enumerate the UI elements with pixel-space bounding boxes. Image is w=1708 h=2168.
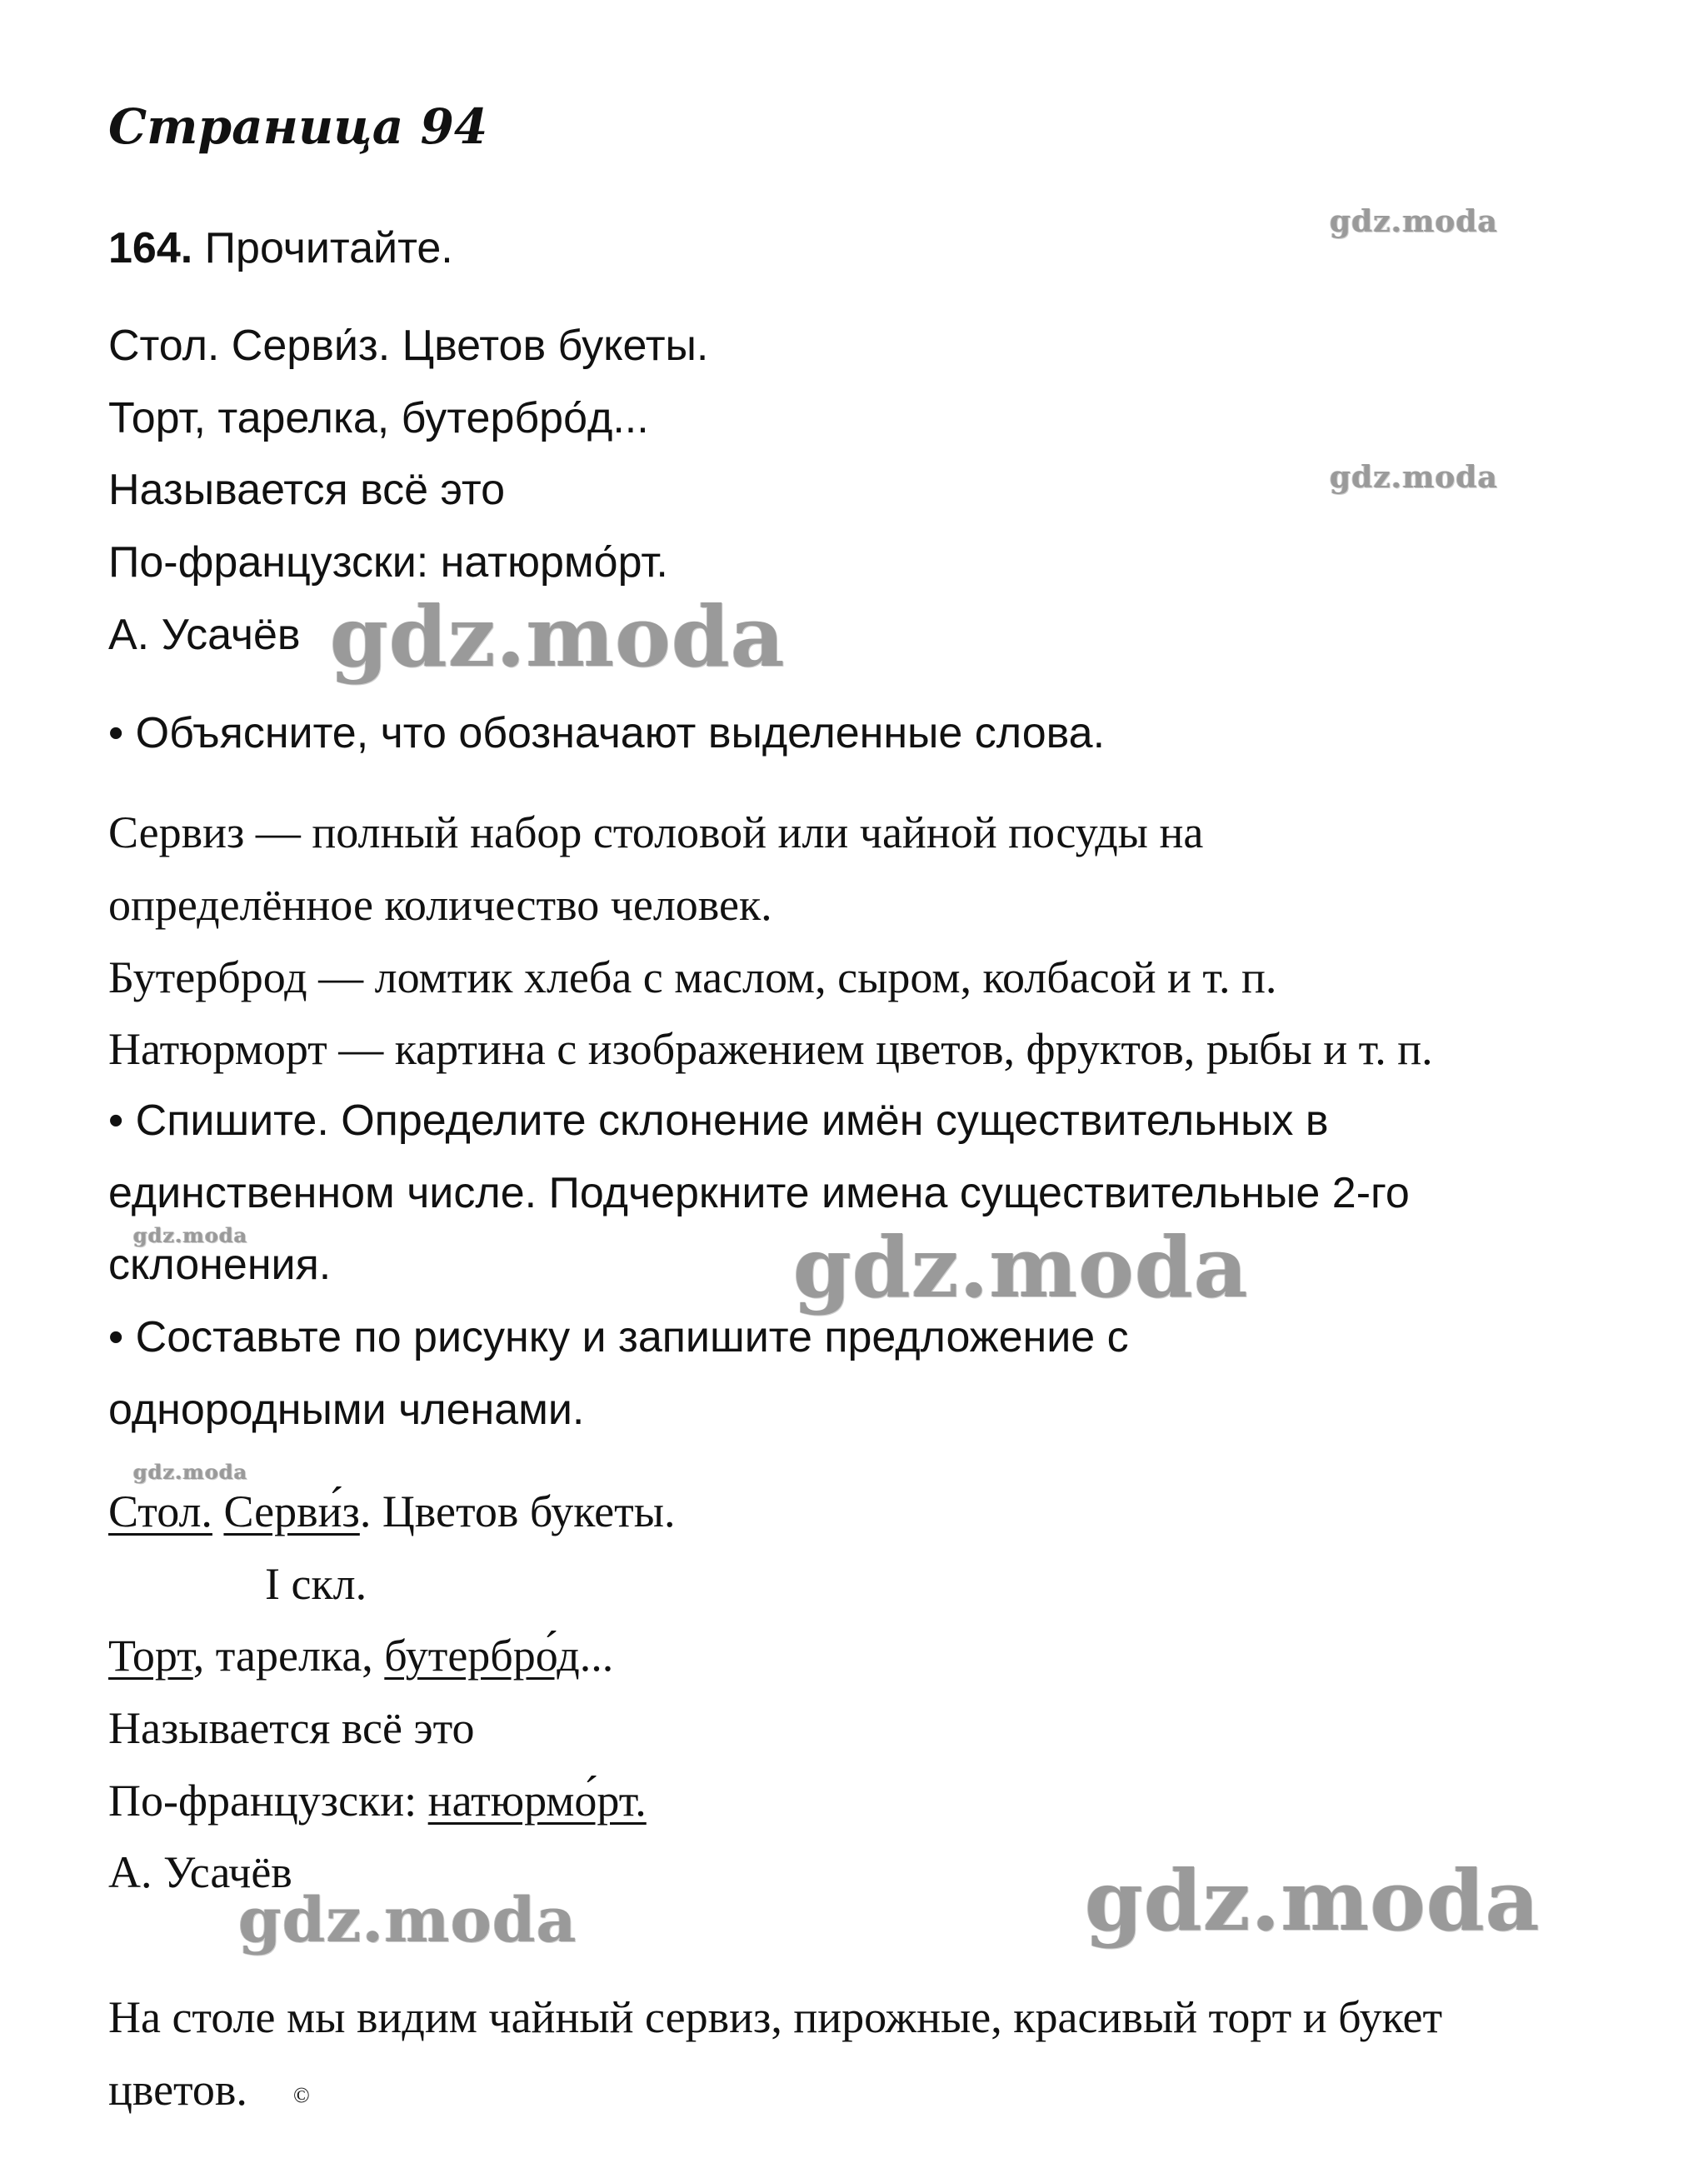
poem-line-3: Называется всё это	[108, 466, 506, 514]
watermark: gdz.moda	[133, 1460, 248, 1484]
watermark: gdz.moda	[330, 587, 786, 686]
task-compose-line-2: однородными членами.	[108, 1386, 585, 1434]
answer-text: ...	[579, 1631, 614, 1681]
watermark: gdz.moda	[238, 1885, 577, 1956]
watermark: gdz.moda	[1085, 1851, 1541, 1950]
task-copy-line-3: склонения.	[108, 1241, 332, 1289]
underlined-word: Серви́з	[223, 1486, 360, 1536]
watermark: gdz.moda	[133, 1223, 248, 1247]
copyright-mark: ©	[293, 2083, 310, 2107]
task-copy-line-1: • Спишите. Определите склонение имён существительных в	[108, 1096, 1329, 1145]
task-compose-line-1: • Составьте по рисунку и запишите предложение с	[108, 1313, 1129, 1361]
watermark: gdz.moda	[793, 1218, 1249, 1316]
answer-text: . Цветов букеты.	[359, 1486, 676, 1536]
poem-line-1: Стол. Серви́з. Цветов букеты.	[108, 322, 709, 370]
definition-servis-1: Сервиз — полный набор столовой или чайной посуды на	[108, 807, 1204, 857]
exercise-number: 164.	[108, 224, 193, 272]
poem-line-2: Торт, тарелка, бутербро́д...	[108, 394, 649, 442]
definition-naturmort: Натюрморт — картина с изображением цветов, фруктов, рыбы и т. п.	[108, 1024, 1433, 1074]
underlined-word: бутербро́д	[384, 1631, 580, 1681]
sentence-line-2: цветов.	[108, 2065, 247, 2115]
sentence-line-1: На столе мы видим чайный сервиз, пирожные, красивый торт и букет	[108, 1992, 1443, 2042]
page-title: Страница 94	[108, 98, 488, 155]
answer-line-3: Называется всё это	[108, 1703, 475, 1753]
watermark: gdz.moda	[1330, 204, 1498, 239]
answer-line-2	[108, 1630, 613, 1681]
underlined-word: Стол.	[108, 1486, 212, 1536]
underlined-word: натюрмо́рт.	[427, 1776, 647, 1826]
declension-note: I скл.	[265, 1559, 367, 1609]
definition-buterbrod: Бутерброд — ломтик хлеба с маслом, сыром, колбасой и т. п.	[108, 952, 1277, 1002]
answer-author: А. Усачёв	[108, 1847, 292, 1897]
poem-author: А. Усачёв	[108, 611, 301, 659]
answer-text: По-французски:	[108, 1776, 428, 1826]
task-explain: • Объясните, что обозначают выделенные слова.	[108, 709, 1106, 757]
answer-line-1	[108, 1486, 676, 1537]
watermark: gdz.moda	[1330, 460, 1498, 495]
underlined-word: Торт	[108, 1631, 193, 1681]
exercise-instruction: Прочитайте.	[204, 224, 453, 272]
exercise-header	[108, 223, 453, 273]
task-copy-line-2: единственном числе. Подчеркните имена существительные 2-го	[108, 1169, 1410, 1217]
definition-servis-2: определённое количество человек.	[108, 880, 772, 930]
poem-line-4: По-французски: натюрмо́рт.	[108, 538, 668, 587]
answer-text: , тарелка,	[192, 1631, 385, 1681]
answer-line-4	[108, 1775, 647, 1826]
